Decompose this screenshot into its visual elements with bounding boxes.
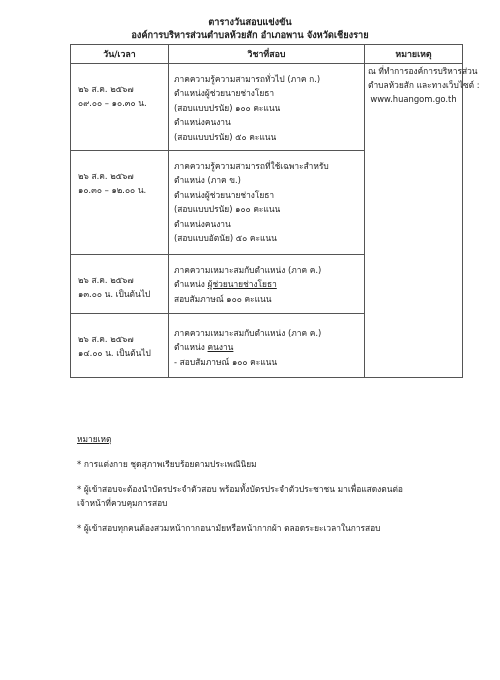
exam-time: ๑๐.๓๐ – ๑๒.๐๐ น.	[78, 185, 147, 196]
subject-cell	[169, 64, 365, 151]
exam-time: ๐๙.๐๐ – ๑๐.๓๐ น.	[78, 98, 147, 108]
subject-line: - สอบสัมภาษณ์ ๑๐๐ คะแนน	[174, 356, 278, 367]
date-cell	[71, 255, 169, 314]
exam-time: ๑๓.๐๐ น. เป็นต้นไป	[78, 289, 151, 300]
notes-section	[77, 432, 407, 546]
note-item: * ผู้เข้าสอบจะต้องนำบัตรประจำตัวสอบ พร้อมทั้งบัตรประจำตัวประชาชน มาเพื่อแสดงตนต่อเจ้าหน้าที่ควบคุมการสอบ	[77, 484, 403, 508]
exam-date: ๒๖ ส.ค. ๒๕๖๗	[78, 275, 134, 286]
table-header-row	[71, 45, 463, 64]
subject-line: (สอบแบบปรนัย) ๑๐๐ คะแนน	[174, 204, 281, 215]
subject-cell	[169, 151, 365, 255]
header-subject: วิชาที่สอบ	[169, 45, 365, 64]
remark-line: ณ ที่ทำการองค์การบริหารส่วน	[368, 66, 478, 76]
position-name: ผู้ช่วยนายช่างโยธา	[207, 279, 277, 290]
subject-line: ภาคความเหมาะสมกับตำแหน่ง (ภาค ค.)	[174, 328, 322, 339]
subject-line: ตำแหน่งผู้ช่วยนายช่างโยธา	[174, 189, 275, 200]
date-cell	[71, 64, 169, 151]
subject-line	[174, 340, 364, 354]
subject-line: ภาคความรู้ความสามารถที่ใช้เฉพาะสำหรับ	[174, 161, 329, 172]
note-item: * การแต่งกาย ชุดสุภาพเรียบร้อยตามประเพณีนิยม	[77, 459, 257, 469]
exam-time: ๑๔.๐๐ น. เป็นต้นไป	[78, 348, 151, 359]
subject-line: ภาคความรู้ความสามารถทั่วไป (ภาค ก.)	[174, 74, 321, 84]
position-prefix: ตำแหน่ง	[174, 342, 205, 353]
exam-date: ๒๖ ส.ค. ๒๕๖๗	[78, 334, 134, 345]
header-date: วัน/เวลา	[71, 45, 169, 64]
subject-line: ภาคความเหมาะสมกับตำแหน่ง (ภาค ค.)	[174, 265, 322, 276]
header-remark: หมายเหตุ	[365, 45, 463, 64]
document-subtitle: องค์การบริหารส่วนตำบลห้วยสัก อำเภอพาน จังหวัดเชียงราย	[131, 30, 369, 41]
subject-cell	[169, 314, 365, 378]
date-cell	[71, 151, 169, 255]
subject-line: (สอบแบบปรนัย) ๑๐๐ คะแนน	[174, 102, 281, 113]
remark-cell	[365, 64, 480, 378]
exam-date: ๒๖ ส.ค. ๒๕๖๗	[78, 171, 134, 182]
subject-line: ตำแหน่งคนงาน	[174, 218, 231, 229]
remark-line: ตำบลห้วยสัก และทางเว็บไซต์ :	[368, 80, 480, 90]
subject-line: (สอบแบบปรนัย) ๕๐ คะแนน	[174, 131, 277, 142]
notes-heading: หมายเหตุ	[77, 434, 112, 444]
exam-schedule-table	[70, 44, 480, 378]
date-cell	[71, 314, 169, 378]
position-prefix: ตำแหน่ง	[174, 279, 205, 290]
subject-line: ตำแหน่ง (ภาค ข.)	[174, 175, 241, 186]
subject-line: (สอบแบบอัตนัย) ๕๐ คะแนน	[174, 233, 277, 244]
exam-date: ๒๖ ส.ค. ๒๕๖๗	[78, 84, 134, 94]
subject-line: สอบสัมภาษณ์ ๑๐๐ คะแนน	[174, 293, 272, 304]
note-item: * ผู้เข้าสอบทุกคนต้องสวมหน้ากากอนามัยหรือหน้ากากผ้า ตลอดระยะเวลาในการสอบ	[77, 523, 381, 533]
position-name: คนงาน	[207, 342, 234, 353]
subject-line	[174, 277, 364, 291]
table-row	[71, 64, 463, 151]
website-url: www.huangom.go.th	[370, 94, 457, 104]
subject-line: ตำแหน่งผู้ช่วยนายช่างโยธา	[174, 88, 275, 99]
document-title: ตารางวันสอบแข่งขัน	[208, 17, 292, 28]
subject-cell	[169, 255, 365, 314]
subject-line: ตำแหน่งคนงาน	[174, 117, 231, 128]
